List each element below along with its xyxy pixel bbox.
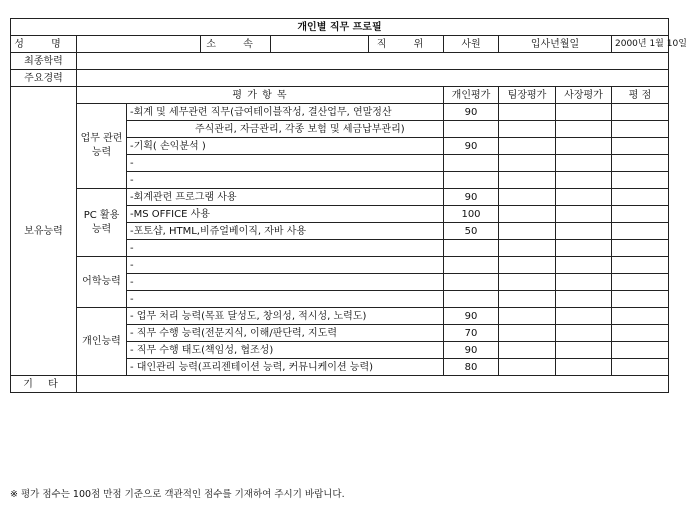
ceo-eval-score[interactable] xyxy=(556,155,612,172)
team-eval-score[interactable] xyxy=(499,291,556,308)
ceo-eval-score[interactable] xyxy=(556,104,612,121)
team-eval-score[interactable] xyxy=(499,240,556,257)
average-score[interactable] xyxy=(612,172,669,189)
self-eval-score[interactable]: 90 xyxy=(444,138,499,155)
average-score[interactable] xyxy=(612,359,669,376)
position-value[interactable]: 사원 xyxy=(444,36,499,53)
career-label: 주요경력 xyxy=(11,70,77,87)
average-score[interactable] xyxy=(612,189,669,206)
self-eval-score[interactable] xyxy=(444,172,499,189)
ceo-eval-score[interactable] xyxy=(556,172,612,189)
average-score[interactable] xyxy=(612,325,669,342)
average-score[interactable] xyxy=(612,308,669,325)
group-label: 업무 관련 능력 xyxy=(77,104,127,189)
team-eval-score[interactable] xyxy=(499,172,556,189)
eval-item: - xyxy=(127,274,444,291)
footnote: ※ 평가 점수는 100점 만점 기준으로 객관적인 점수를 기재하여 주시기 바랍니다. xyxy=(10,489,345,500)
eval-item: - 직무 수행 태도(책임성, 협조성) xyxy=(127,342,444,359)
eval-row xyxy=(11,104,669,121)
team-eval-score[interactable] xyxy=(499,359,556,376)
group-label: 개인능력 xyxy=(77,308,127,376)
ability-label: 보유능력 xyxy=(11,87,77,376)
eval-row xyxy=(11,308,669,325)
name-value[interactable] xyxy=(77,36,201,53)
eval-item: - xyxy=(127,155,444,172)
team-eval-score[interactable] xyxy=(499,206,556,223)
self-eval-score[interactable]: 90 xyxy=(444,342,499,359)
etc-table xyxy=(10,375,669,393)
self-eval-score[interactable] xyxy=(444,121,499,138)
average-score[interactable] xyxy=(612,223,669,240)
team-eval-score[interactable] xyxy=(499,104,556,121)
self-eval-score[interactable] xyxy=(444,257,499,274)
team-eval-score[interactable] xyxy=(499,325,556,342)
name-label: 성 명 xyxy=(11,36,77,53)
ceo-eval-score[interactable] xyxy=(556,308,612,325)
eval-item: - 대인관리 능력(프리젠테이션 능력, 커뮤니케이션 능력) xyxy=(127,359,444,376)
self-eval-header: 개인평가 xyxy=(444,87,499,104)
team-eval-header: 팀장평가 xyxy=(499,87,556,104)
ceo-eval-score[interactable] xyxy=(556,359,612,376)
position-label: 직 위 xyxy=(369,36,444,53)
ceo-eval-score[interactable] xyxy=(556,240,612,257)
ceo-eval-score[interactable] xyxy=(556,138,612,155)
self-eval-score[interactable] xyxy=(444,274,499,291)
average-score[interactable] xyxy=(612,240,669,257)
average-score[interactable] xyxy=(612,121,669,138)
eval-item: - 업무 처리 능력(목표 달성도, 창의성, 적시성, 노력도) xyxy=(127,308,444,325)
career-value[interactable] xyxy=(77,70,669,87)
team-eval-score[interactable] xyxy=(499,121,556,138)
eval-row xyxy=(11,257,669,274)
group-label: 어학능력 xyxy=(77,257,127,308)
ceo-eval-score[interactable] xyxy=(556,325,612,342)
eval-item: -회계 및 세무관련 직무(급여테이블작성, 결산업무, 연말정산 xyxy=(127,104,444,121)
team-eval-score[interactable] xyxy=(499,138,556,155)
ceo-eval-score[interactable] xyxy=(556,206,612,223)
self-eval-score[interactable]: 90 xyxy=(444,308,499,325)
average-score[interactable] xyxy=(612,274,669,291)
self-eval-score[interactable] xyxy=(444,291,499,308)
etc-label: 기 타 xyxy=(11,376,77,393)
average-score[interactable] xyxy=(612,138,669,155)
ceo-eval-score[interactable] xyxy=(556,121,612,138)
dept-label: 소 속 xyxy=(201,36,271,53)
education-label: 최종학력 xyxy=(11,53,77,70)
eval-item: - xyxy=(127,291,444,308)
average-score[interactable] xyxy=(612,342,669,359)
dept-value[interactable] xyxy=(271,36,369,53)
self-eval-score[interactable]: 100 xyxy=(444,206,499,223)
self-eval-score[interactable] xyxy=(444,240,499,257)
job-profile-form xyxy=(10,18,687,393)
ceo-eval-score[interactable] xyxy=(556,189,612,206)
team-eval-score[interactable] xyxy=(499,257,556,274)
self-eval-score[interactable]: 50 xyxy=(444,223,499,240)
eval-row xyxy=(11,189,669,206)
team-eval-score[interactable] xyxy=(499,308,556,325)
average-score[interactable] xyxy=(612,155,669,172)
eval-item: 주식관리, 자금관리, 각종 보험 및 세금납부관리) xyxy=(127,121,444,138)
eval-item: - xyxy=(127,257,444,274)
education-value[interactable] xyxy=(77,53,669,70)
eval-item: -MS OFFICE 사용 xyxy=(127,206,444,223)
eval-item: - xyxy=(127,240,444,257)
group-label: PC 활용 능력 xyxy=(77,189,127,257)
team-eval-score[interactable] xyxy=(499,189,556,206)
self-eval-score[interactable]: 90 xyxy=(444,189,499,206)
self-eval-score[interactable]: 80 xyxy=(444,359,499,376)
team-eval-score[interactable] xyxy=(499,155,556,172)
form-title: 개인별 직무 프로필 xyxy=(11,19,669,36)
average-header: 평 점 xyxy=(612,87,669,104)
average-score[interactable] xyxy=(612,206,669,223)
ceo-eval-score[interactable] xyxy=(556,223,612,240)
average-score[interactable] xyxy=(612,291,669,308)
eval-item: -포토샵, HTML,비쥬얼베이직, 자바 사용 xyxy=(127,223,444,240)
items-header: 평 가 항 목 xyxy=(77,87,444,104)
eval-item: -회계관련 프로그램 사용 xyxy=(127,189,444,206)
ceo-eval-header: 사장평가 xyxy=(556,87,612,104)
etc-value[interactable] xyxy=(77,376,669,393)
eval-item: -기획( 손익분석 ) xyxy=(127,138,444,155)
self-eval-score[interactable] xyxy=(444,155,499,172)
hire-date-value[interactable]: 2000년 1월 10일 xyxy=(612,36,669,53)
ceo-eval-score[interactable] xyxy=(556,342,612,359)
team-eval-score[interactable] xyxy=(499,223,556,240)
team-eval-score[interactable] xyxy=(499,274,556,291)
self-eval-score[interactable]: 70 xyxy=(444,325,499,342)
team-eval-score[interactable] xyxy=(499,342,556,359)
eval-item: - xyxy=(127,172,444,189)
eval-item: - 직무 수행 능력(전문지식, 이해/판단력, 지도력 xyxy=(127,325,444,342)
ceo-eval-score[interactable] xyxy=(556,291,612,308)
ceo-eval-score[interactable] xyxy=(556,274,612,291)
average-score[interactable] xyxy=(612,104,669,121)
profile-table xyxy=(10,18,687,376)
ceo-eval-score[interactable] xyxy=(556,257,612,274)
hire-date-label: 입사년월일 xyxy=(499,36,612,53)
self-eval-score[interactable]: 90 xyxy=(444,104,499,121)
average-score[interactable] xyxy=(612,257,669,274)
